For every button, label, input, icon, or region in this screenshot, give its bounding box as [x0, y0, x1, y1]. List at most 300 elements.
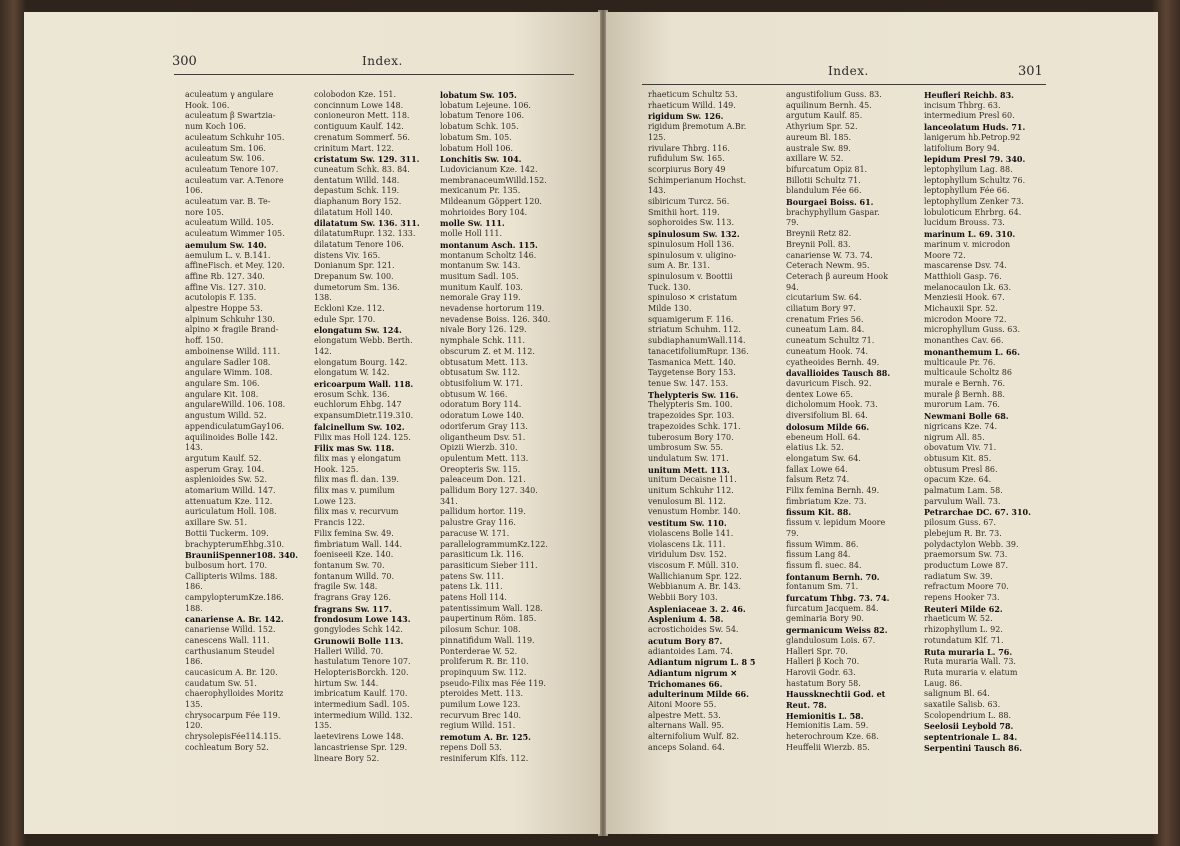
index-entry: montanum Asch. 115. [440, 239, 538, 250]
index-entry: Breynii Poll. 83. [786, 239, 851, 249]
index-entry: musitum Sadl. 105. [440, 271, 519, 281]
index-entry: Ruta muraria Wall. 73. [924, 657, 1016, 667]
index-entry: angulare Wimm. 108. [185, 368, 273, 378]
index-entry: argutum Kaulf. 85. [786, 111, 863, 121]
right-page [606, 12, 1158, 834]
index-column-3 [440, 90, 550, 764]
index-entry: murorum Lam. 76. [924, 400, 1000, 410]
index-entry: ebeneum Holl. 64. [786, 432, 861, 442]
index-entry: elongatum Bourg. 142. [314, 357, 408, 367]
index-entry: furcatum Thbg. 73. 74. [786, 593, 890, 604]
index-entry: pinnatifidum Wall. 119. [440, 635, 535, 645]
index-entry: 125. [648, 132, 666, 142]
index-entry: rhaeticum W. 52. [924, 614, 993, 624]
index-entry: repens Hooker 73. [924, 593, 1000, 603]
index-entry: Adiantum nigrum ✕ [648, 667, 738, 678]
index-entry: pallidum Bory 127. 340. [440, 486, 538, 496]
index-entry: latifolium Bory 94. [924, 143, 1000, 153]
index-entry: alpinum Schkuhr 130. [185, 314, 275, 324]
index-entry: dilatatumRupr. 132. 133. [314, 229, 416, 239]
index-entry: bulbosum hort. 170. [185, 560, 268, 570]
index-entry: patentissimum Wall. 128. [440, 603, 543, 613]
index-entry: Callipteris Wilms. 188. [185, 571, 278, 581]
index-entry: Heuffelii Wierzb. 85. [786, 742, 870, 752]
index-entry: lobatum Tenore 106. [440, 111, 525, 121]
index-entry: canariense Willd. 152. [185, 625, 276, 635]
index-entry: scorpiurus Bory 49 [648, 164, 726, 174]
index-entry: intermedium Presl 60. [924, 111, 1015, 121]
index-entry: filix mas v. recurvum [314, 507, 399, 517]
index-entry: chrysolepisFée114.115. [185, 732, 282, 742]
index-entry: recurvum Brec 140. [440, 710, 522, 720]
index-entry: filix mas γ elongatum [314, 453, 401, 463]
index-entry: dolosum Milde 66. [786, 421, 870, 432]
index-entry: 135. [185, 700, 203, 710]
index-column-2 [786, 90, 890, 754]
header-rule [642, 84, 1046, 85]
index-entry: monanthemum L. 66. [924, 346, 1020, 357]
index-entry: obtusum Presl 86. [924, 464, 998, 474]
index-entry: Ceterach β aureum Hook [786, 271, 888, 281]
index-entry: ciliatum Bory 97. [786, 304, 856, 314]
index-entry: rigidum βremotum A.Br. [648, 122, 747, 132]
index-entry: salignum Bl. 64. [924, 689, 990, 699]
index-entry: glandulosum Lois. 67. [786, 635, 876, 645]
index-entry: refractum Moore 70. [924, 582, 1009, 592]
index-entry: Lowe 123. [314, 496, 357, 506]
index-entry: contiguum Kaulf. 142. [314, 122, 404, 132]
index-entry: dilatatum Tenore 106. [314, 239, 404, 249]
index-entry: blandulum Fée 66. [786, 186, 862, 196]
index-entry: striatum Schuhm. 112. [648, 325, 741, 335]
index-entry: multicaule Scholtz 86 [924, 368, 1012, 378]
index-entry: Halleri Willd. 70. [314, 646, 384, 656]
index-entry: patens Sw. 111. [440, 571, 504, 581]
index-entry: remotum A. Br. 125. [440, 732, 531, 743]
index-entry: rhaeticum Willd. 149. [648, 100, 736, 110]
index-entry: dentatum Willd. 148. [314, 175, 400, 185]
index-entry: viridulum Dsv. 152. [648, 550, 727, 560]
index-entry: 138. [314, 293, 332, 303]
index-entry: Webbianum A. Br. 143. [648, 582, 741, 592]
index-entry: Mildeanum Göppert 120. [440, 197, 542, 207]
index-entry: productum Lowe 87. [924, 560, 1008, 570]
index-entry: lanceolatum Huds. 71. [924, 122, 1026, 133]
index-entry: Aitoni Moore 55. [648, 700, 717, 710]
index-entry: alpestre Hoppe 53. [185, 304, 263, 314]
index-entry: lobatum Sw. 105. [440, 90, 517, 100]
index-entry: auriculatum Holl. 108. [185, 507, 277, 517]
index-entry: pumilum Lowe 123. [440, 700, 521, 710]
index-entry: marinum v. microdon [924, 239, 1011, 249]
index-entry: canariense W. 73. 74. [786, 250, 873, 260]
index-entry: davallioides Tausch 88. [786, 368, 891, 379]
index-entry: davuricum Fisch. 92. [786, 378, 872, 388]
index-entry: paracuse W. 171. [440, 528, 510, 538]
index-entry: cyatheoides Bernh. 49. [786, 357, 880, 367]
index-entry: angulare Sadler 108. [185, 357, 271, 367]
index-entry: crinitum Mart. 122. [314, 143, 394, 153]
index-entry: violascens Bolle 141. [648, 528, 734, 538]
index-entry: parasiticum Lk. 116. [440, 550, 524, 560]
index-entry: venustum Hombr. 140. [648, 507, 741, 517]
index-entry: Hemionitis L. 58. [786, 710, 864, 721]
index-entry: amboinense Willd. 111. [185, 346, 281, 356]
index-entry: alternans Wall. 95. [648, 721, 725, 731]
index-entry: Ponterderae W. 52. [440, 646, 518, 656]
index-entry: diversifolium Bl. 64. [786, 411, 868, 421]
index-entry: fallax Lowe 64. [786, 464, 848, 474]
index-entry: Asplenium 4. 58. [648, 614, 724, 625]
index-entry: diaphanum Bory 152. [314, 197, 402, 207]
index-entry: Webbii Bory 103. [648, 593, 718, 603]
index-entry: imbricatum Kaulf. 170. [314, 689, 408, 699]
index-entry: lancastriense Spr. 129. [314, 742, 408, 752]
index-entry: Matthioli Gasp. 76. [924, 271, 1002, 281]
index-entry: 79. [786, 218, 799, 228]
index-entry: argutum Kaulf. 52. [185, 453, 262, 463]
index-entry: nigricans Kze. 74. [924, 421, 997, 431]
header-rule [174, 74, 574, 75]
index-entry: acrostichoides Sw. 54. [648, 625, 739, 635]
index-entry: concinnum Lowe 148. [314, 100, 404, 110]
index-entry: anceps Soland. 64. [648, 742, 725, 752]
index-entry: lobuloticum Ehrbrg. 64. [924, 207, 1022, 217]
index-entry: dicholomum Hook. 73. [786, 400, 878, 410]
index-entry: obtusatum Sw. 112. [440, 368, 520, 378]
index-entry: Bottii Tuckerm. 109. [185, 528, 269, 538]
index-entry: Michauxii Spr. 52. [924, 304, 998, 314]
index-entry: 143. [648, 186, 666, 196]
index-entry: aquilinum Bernh. 45. [786, 100, 872, 110]
index-entry: aculeatum var. A.Tenore [185, 175, 284, 185]
index-entry: fissum Kit. 88. [786, 507, 852, 518]
index-entry: brachyphyllum Gaspar. [786, 207, 880, 217]
index-entry: dilatatum Holl 140. [314, 207, 393, 217]
index-entry: angulare Sm. 106. [185, 378, 260, 388]
index-entry: Reuteri Milde 62. [924, 603, 1003, 614]
index-entry: vestitum Sw. 110. [648, 518, 727, 529]
index-entry: subdiaphanumWall.114. [648, 336, 746, 346]
index-entry: edule Spr. 170. [314, 314, 376, 324]
index-entry: aculeatum Tenore 107. [185, 164, 279, 174]
index-entry: elongatum Sw. 124. [314, 325, 402, 336]
index-entry: unitum Schkuhr 112. [648, 486, 734, 496]
index-entry: aculeatum γ angulare [185, 90, 274, 99]
index-entry: Aspleniaceae 3. 2. 46. [648, 603, 746, 614]
index-entry: adiantoides Lam. 74. [648, 646, 733, 656]
index-entry: nore 105. [185, 207, 224, 217]
index-entry: rivulare Thbrg. 116. [648, 143, 730, 153]
index-column-2 [314, 90, 420, 764]
index-entry: Filix femina Sw. 49. [314, 528, 394, 538]
index-entry: tenue Sw. 147. 153. [648, 378, 729, 388]
index-entry: caudatum Sw. 51. [185, 678, 257, 688]
index-entry: Lonchitis Sw. 104. [440, 154, 522, 165]
index-entry: affine Rb. 127. 340. [185, 271, 265, 281]
index-entry: fimbriatum Wall. 144. [314, 539, 403, 549]
index-entry: Trichomanes 66. [648, 678, 723, 689]
index-entry: 120. [185, 721, 203, 731]
index-entry: incisum Thbrg. 63. [924, 100, 1001, 110]
index-entry: microphyllum Guss. 63. [924, 325, 1021, 335]
index-entry: Haussknechtii God. et [786, 689, 886, 700]
index-entry: Menziesii Hook. 67. [924, 293, 1005, 303]
index-entry: Petrarchae DC. 67. 310. [924, 507, 1031, 518]
index-entry: fissum Wimm. 86. [786, 539, 859, 549]
index-entry: heterochroum Kze. 68. [786, 732, 879, 742]
index-entry: aemulum Sw. 140. [185, 239, 267, 250]
index-entry: oligantheum Dsv. 51. [440, 432, 526, 442]
index-entry: aculeatum Sm. 106. [185, 143, 266, 153]
index-entry: Reut. 78. [786, 700, 827, 711]
index-entry: axillare W. 52. [786, 154, 844, 164]
index-entry: conioneuron Mett. 118. [314, 111, 410, 121]
running-head: Index. [362, 54, 403, 68]
index-entry: aquilinoides Bolle 142. [185, 432, 278, 442]
index-entry: odoratum Bory 114. [440, 400, 522, 410]
index-entry: lanigerum hb.Petrop.92 [924, 132, 1021, 142]
index-entry: pilosum Schur. 108. [440, 625, 521, 635]
index-entry: Serpentini Tausch 86. [924, 742, 1023, 753]
index-entry: 186. [185, 657, 203, 667]
index-entry: undulatum Sw. 171. [648, 453, 729, 463]
index-entry: spinulosum Sw. 132. [648, 229, 740, 240]
index-entry: nevadense Boiss. 126. 340. [440, 314, 551, 324]
index-entry: aculeatum Willd. 105. [185, 218, 274, 228]
index-entry: paupertinum Röm. 185. [440, 614, 537, 624]
index-entry: elatius Lk. 52. [786, 443, 844, 453]
index-entry: alpestre Mett. 53. [648, 710, 721, 720]
index-entry: euchlorum Ehbg. 147 [314, 400, 402, 410]
index-entry: aculeatum var. B. Te- [185, 197, 271, 207]
index-entry: Athyrium Spr. 52. [786, 122, 858, 132]
index-entry: fragrans Sw. 117. [314, 603, 392, 614]
index-entry: proliferum R. Br. 110. [440, 657, 529, 667]
index-entry: patens Holl 114. [440, 593, 507, 603]
index-entry: murale e Bernh. 76. [924, 378, 1005, 388]
index-entry: mohrioides Bory 104. [440, 207, 528, 217]
left-page [24, 12, 600, 834]
index-entry: montanum Sw. 143. [440, 261, 521, 271]
index-entry: crenatum Sommerf. 56. [314, 132, 410, 142]
index-entry: leptophyllum Zenker 73. [924, 197, 1024, 207]
page-number: 300 [172, 54, 197, 69]
index-entry: regium Willd. 151. [440, 721, 516, 731]
index-entry: gongylodes Schk 142. [314, 625, 403, 635]
index-entry: cochleatum Bory 52. [185, 742, 269, 752]
index-entry: BrauniiSpenner108. 340. [185, 550, 299, 561]
index-entry: obtusifolium W. 171. [440, 378, 523, 388]
index-entry: Milde 130. [648, 304, 692, 314]
index-entry: fragile Sw. 148. [314, 582, 378, 592]
index-entry: cristatum Sw. 129. 311. [314, 154, 420, 165]
index-entry: fontanum Sw. 70. [314, 560, 385, 570]
index-column-1 [648, 90, 755, 754]
index-entry: mexicanum Pr. 135. [440, 186, 521, 196]
index-entry: melanocaulon Lk. 63. [924, 282, 1012, 292]
index-entry: carthusianum Steudel [185, 646, 275, 656]
index-entry: acutolopis F. 135. [185, 293, 257, 303]
index-entry: asperum Gray. 104. [185, 464, 265, 474]
index-entry: 186. [185, 582, 203, 592]
index-entry: opulentum Mett. 113. [440, 453, 529, 463]
index-entry: mascarense Dsv. 74. [924, 261, 1007, 271]
index-entry: molle Sw. 111. [440, 218, 505, 229]
index-entry: campylopterumKze.186. [185, 593, 284, 603]
index-entry: obtusum Kit. 85. [924, 453, 992, 463]
index-entry: affine Vis. 127. 310. [185, 282, 266, 292]
index-entry: nymphale Schk. 111. [440, 336, 525, 346]
index-entry: hoff. 150. [185, 336, 224, 346]
index-entry: Filix mas Holl 124. 125. [314, 432, 411, 442]
index-column-3 [924, 90, 1031, 754]
index-entry: furcatum Jacquem. 84. [786, 603, 879, 613]
index-entry: fontanum Willd. 70. [314, 571, 395, 581]
index-entry: rotundatum Klf. 71. [924, 635, 1004, 645]
index-entry: Harovii Godr. 63. [786, 667, 856, 677]
index-entry: Taygetense Bory 153. [648, 368, 736, 378]
index-entry: caucasicum A. Br. 120. [185, 667, 278, 677]
index-entry: aemulum L. v. B.141. [185, 250, 271, 260]
index-entry: 143. [185, 443, 203, 453]
index-entry: australe Sw. 89. [786, 143, 851, 153]
index-entry: chrysocarpum Fée 119. [185, 710, 281, 720]
index-entry: rufidulum Sw. 165. [648, 154, 725, 164]
index-entry: 106. [185, 186, 203, 196]
page-number: 301 [1018, 64, 1043, 79]
index-entry: Bourgaei Boiss. 61. [786, 197, 874, 208]
index-entry: lepidum Presl 79. 340. [924, 154, 1026, 165]
index-entry: nivale Bory 126. 129. [440, 325, 527, 335]
index-entry: opacum Kze. 64. [924, 475, 992, 485]
index-entry: filix mas v. pumilum [314, 486, 395, 496]
index-entry: lineare Bory 52. [314, 753, 380, 763]
index-entry: depastum Schk. 119. [314, 186, 400, 196]
index-entry: 341. [440, 496, 458, 506]
index-entry: fontanum Sm. 71. [786, 582, 859, 592]
index-entry: atomarium Willd. 147. [185, 486, 276, 496]
index-entry: Halleri Spr. 70. [786, 646, 848, 656]
index-entry: 142. [314, 346, 332, 356]
index-column-1 [185, 90, 298, 754]
index-entry: 135. [314, 721, 332, 731]
index-entry: lobatum Sm. 105. [440, 132, 512, 142]
index-entry: angulare Kit. 108. [185, 389, 259, 399]
index-entry: axillare Sw. 51. [185, 518, 248, 528]
index-entry: angustifolium Guss. 83. [786, 90, 882, 99]
index-entry: Filix mas Sw. 118. [314, 443, 395, 454]
index-entry: filix mas fl. dan. 139. [314, 475, 399, 485]
index-entry: canariense A. Br. 142. [185, 614, 284, 625]
index-entry: nevadense hortorum 119. [440, 304, 545, 314]
index-entry: unitum Mett. 113. [648, 464, 730, 475]
index-entry: parvulum Wall. 73. [924, 496, 1001, 506]
index-entry: propinquum Sw. 112. [440, 667, 527, 677]
index-entry: Seelosii Leybold 78. [924, 721, 1014, 732]
index-entry: praemorsum Sw. 73. [924, 550, 1008, 560]
index-entry: appendiculatumGay106. [185, 421, 284, 431]
index-entry: spinulosum Holl 136. [648, 239, 735, 249]
index-entry: lobatum Holl 106. [440, 143, 514, 153]
index-entry: angulareWilld. 106. 108. [185, 400, 286, 410]
index-entry: lobatum Schk. 105. [440, 122, 519, 132]
index-entry: obtusum W. 166. [440, 389, 508, 399]
index-entry: rigidum Sw. 126. [648, 111, 724, 122]
index-entry: falsum Retz 74. [786, 475, 850, 485]
index-entry: fontanum Bernh. 70. [786, 571, 880, 582]
index-entry: Newmani Bolle 68. [924, 411, 1009, 422]
index-entry: brachypterumEhbg.310. [185, 539, 285, 549]
index-entry: colobodon Kze. 151. [314, 90, 397, 99]
index-entry: squamigerum F. 116. [648, 314, 734, 324]
index-entry: saxatile Salisb. 63. [924, 700, 1001, 710]
index-entry: Hemionitis Lam. 59. [786, 721, 869, 731]
index-entry: rhizophyllum L. 92. [924, 625, 1003, 635]
index-entry: munitum Kaulf. 103. [440, 282, 523, 292]
index-entry: Scolopendrium L. 88. [924, 710, 1012, 720]
index-entry: Heufleri Reichb. 83. [924, 90, 1014, 100]
index-entry: pseudo-Filix mas Fée 119. [440, 678, 546, 688]
index-entry: Opizii Wierzb. 310. [440, 443, 518, 453]
index-entry: Tuck. 130. [648, 282, 691, 292]
index-entry: Thelypteris Sw. 116. [648, 389, 739, 400]
index-entry: cicutarium Sw. 64. [786, 293, 862, 303]
index-entry: angustum Willd. 52. [185, 411, 267, 421]
index-entry: spinulosum v. Boottii [648, 271, 733, 281]
index-entry: fissum fl. suec. 84. [786, 560, 862, 570]
index-entry: monanthes Cav. 66. [924, 336, 1004, 346]
index-entry: Halleri β Koch 70. [786, 657, 860, 667]
index-entry: elongatum Sw. 64. [786, 453, 861, 463]
index-entry: elongatum Webb. Berth. [314, 336, 413, 346]
index-entry: odoriferum Gray 113. [440, 421, 528, 431]
index-entry: radiatum Sw. 39. [924, 571, 993, 581]
index-entry: leptophyllum Fée 66. [924, 186, 1010, 196]
index-entry: Thelypteris Sm. 100. [648, 400, 733, 410]
index-entry: septentrionale L. 84. [924, 732, 1018, 743]
index-entry: Drepanum Sw. 100. [314, 271, 394, 281]
index-entry: elongatum W. 142. [314, 368, 390, 378]
index-entry: viscosum F. Müll. 310. [648, 560, 739, 570]
index-entry: falcinellum Sw. 102. [314, 421, 405, 432]
index-entry: parallelogrammumKz.122. [440, 539, 548, 549]
index-entry: lucidum Brouss. 73. [924, 218, 1005, 228]
index-entry: canescens Wall. 111. [185, 635, 270, 645]
index-entry: Billotii Schultz 71. [786, 175, 861, 185]
index-entry: hastatum Bory 58. [786, 678, 861, 688]
index-entry: odoratum Lowe 140. [440, 411, 524, 421]
index-entry: fissum v. lepidum Moore [786, 518, 886, 528]
index-entry: fissum Lang 84. [786, 550, 851, 560]
index-entry: Schimperianum Hochst. [648, 175, 746, 185]
index-entry: pilosum Guss. 67. [924, 518, 997, 528]
index-entry: expansumDietr.119.310. [314, 411, 414, 421]
index-entry: aculeatum Sw. 106. [185, 154, 265, 164]
index-entry: Ceterach Newm. 95. [786, 261, 870, 271]
index-entry: spinuloso ✕ cristatum [648, 293, 738, 303]
index-entry: intermedium Sadl. 105. [314, 700, 410, 710]
index-entry: multicaule Pr. 76. [924, 357, 996, 367]
index-entry: lobatum Lejeune. 106. [440, 100, 531, 110]
index-entry: aculeatum Wimmer 105. [185, 229, 285, 239]
index-entry: obscurum Z. et M. 112. [440, 346, 535, 356]
index-entry: paleaceum Don. 121. [440, 475, 526, 485]
index-entry: dentex Lowe 65. [786, 389, 853, 399]
index-entry: molle Holl 111. [440, 229, 503, 239]
index-entry: hastulatum Tenore 107. [314, 657, 411, 667]
index-entry: cuneatum Schultz 71. [786, 336, 875, 346]
